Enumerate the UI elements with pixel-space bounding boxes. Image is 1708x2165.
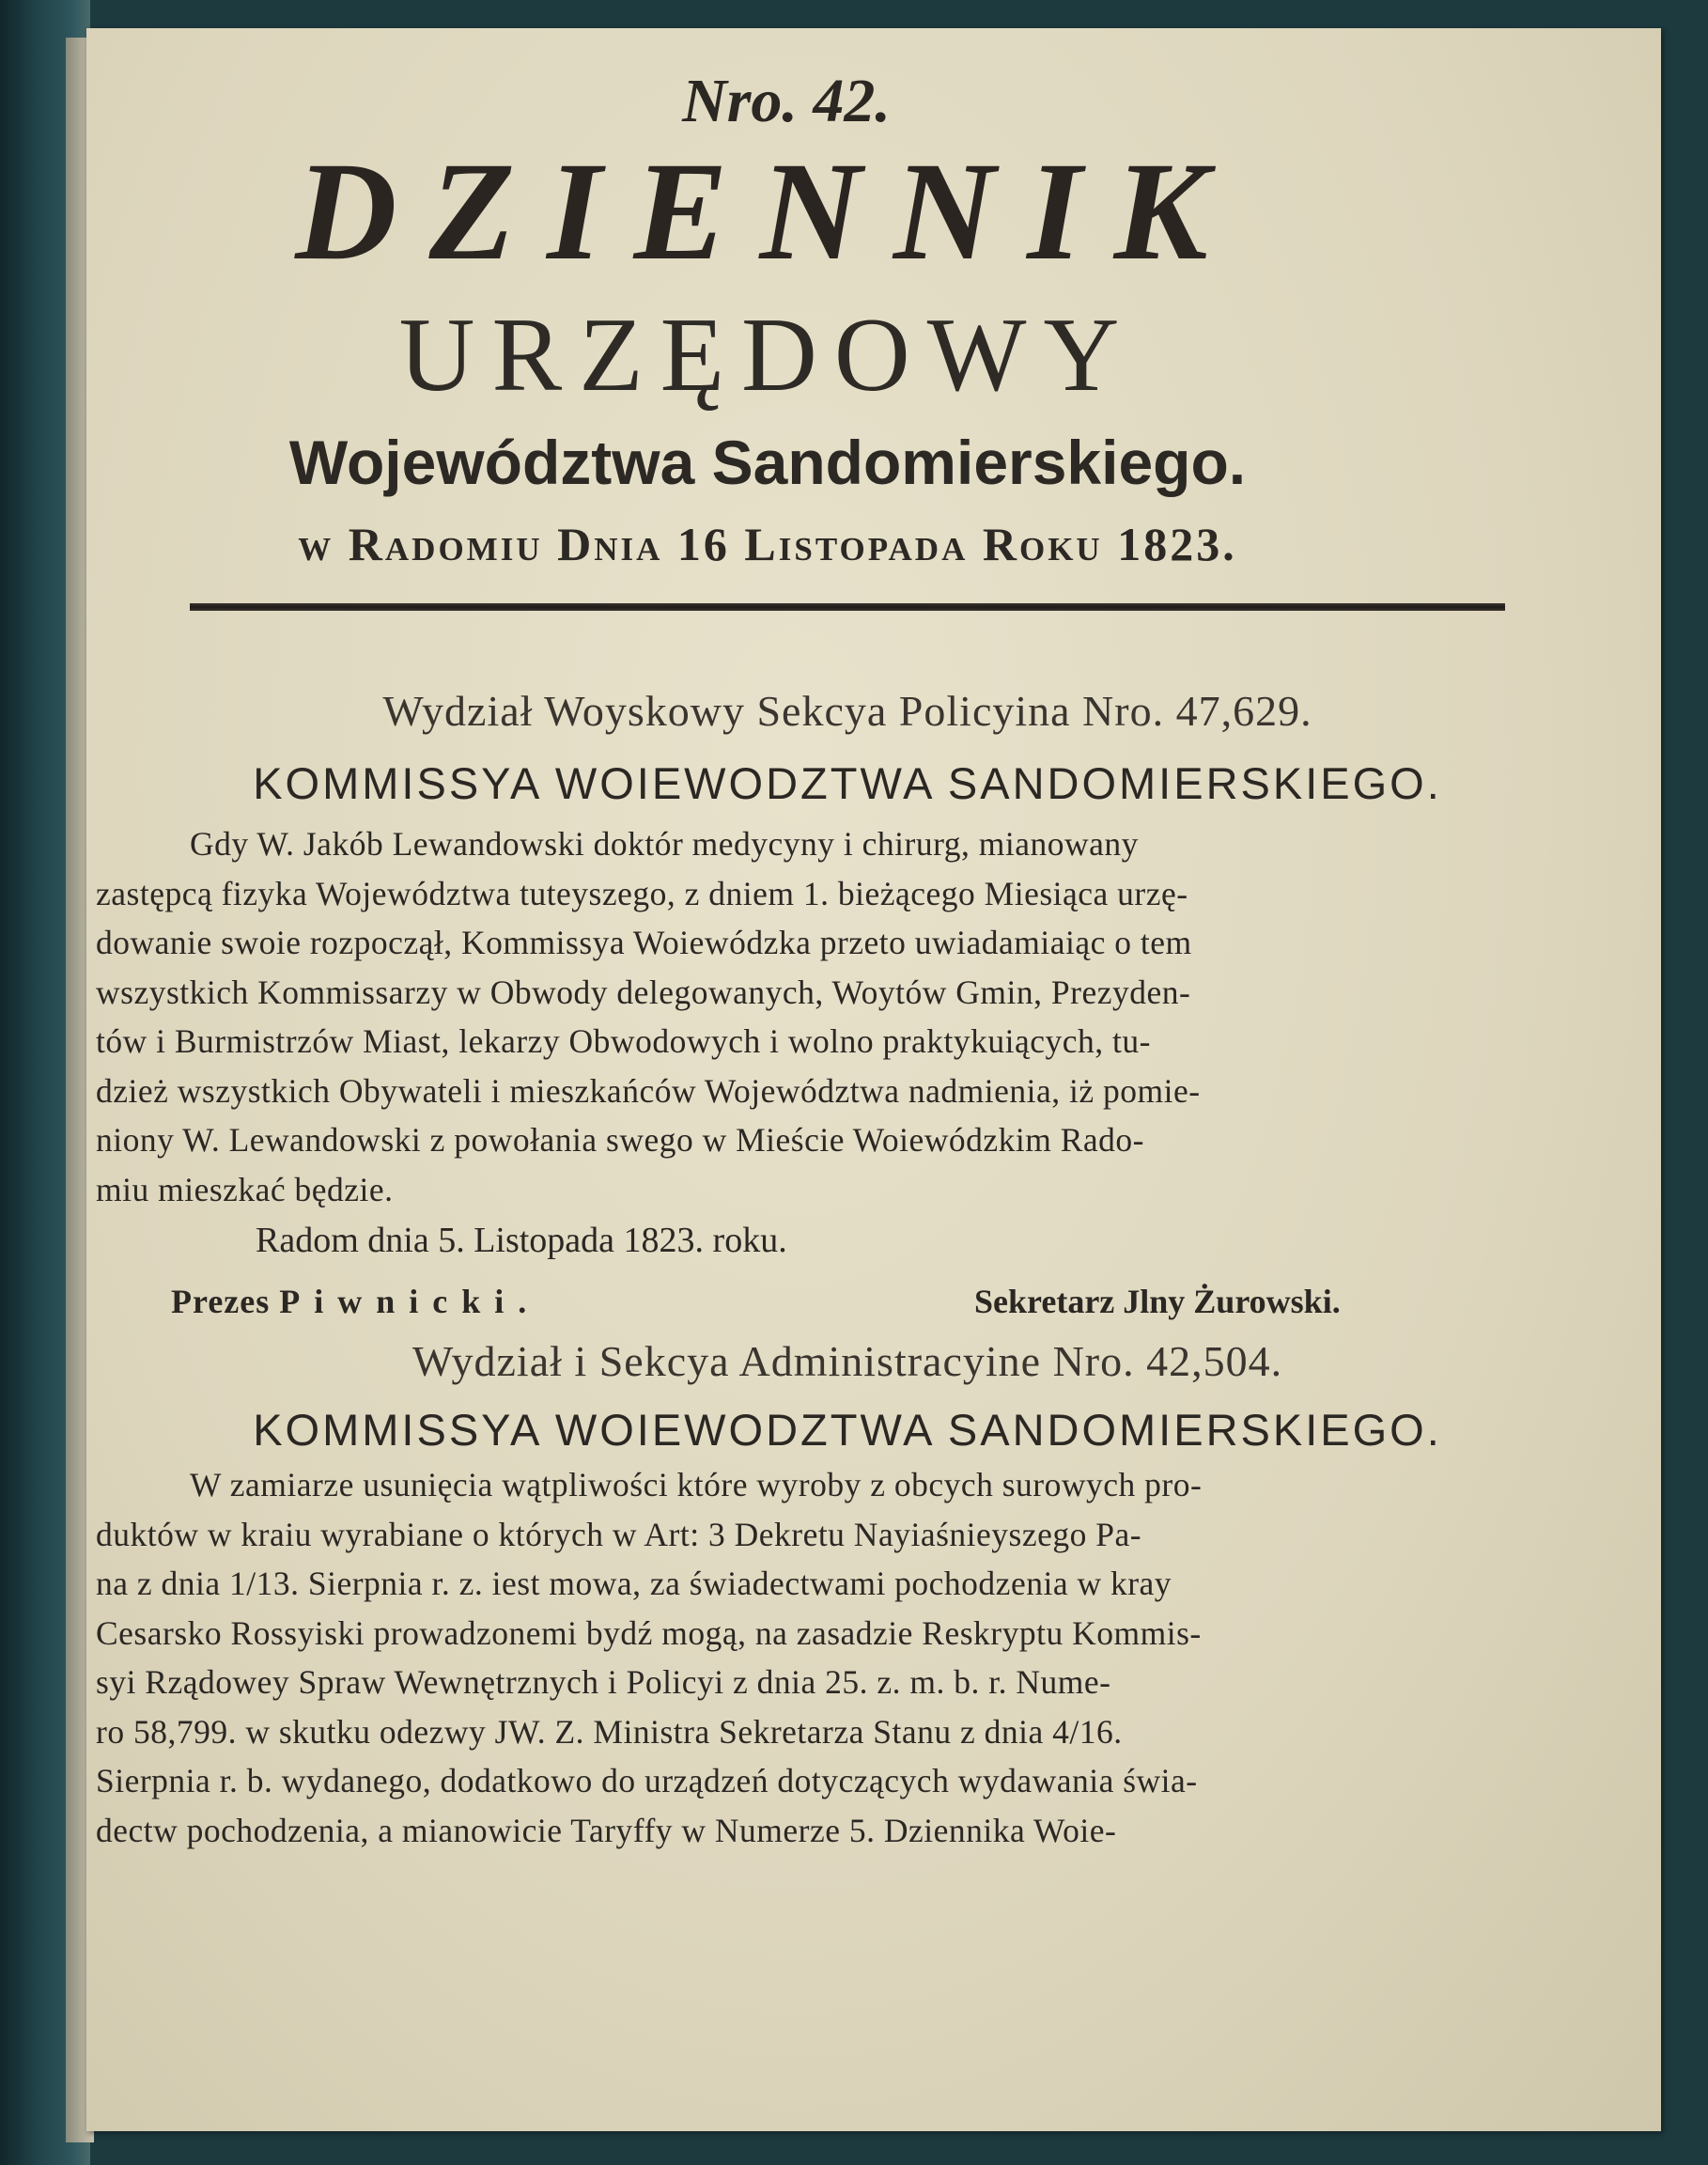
section1-line: wszystkich Kommissarzy w Obwody delegowanych, Woytów Gmin, Prezyden- <box>96 973 1191 1011</box>
president-signature <box>171 1282 540 1321</box>
section1-line: Gdy W. Jakób Lewandowski doktór medycyny i chirurg, mianowany <box>190 825 1139 863</box>
section2-line: Sierpnia r. b. wydanego, dodatkowo do urządzeń dotyczących wydawania świa- <box>96 1762 1198 1799</box>
section1-line: miu mieszkać będzie. <box>96 1170 394 1208</box>
section2-line: duktów w kraiu wyrabiane o których w Art: 3 Dekretu Nayiaśnieyszego Pa- <box>96 1515 1142 1553</box>
section1-department: Wydział Woyskowy Sekcya Policyina Nro. 47,629. <box>382 687 1312 735</box>
secretary-signature: Sekretarz Jlny Żurowski. <box>974 1283 1341 1320</box>
masthead-dateline: w Radomiu Dnia 16 Listopada Roku 1823. <box>298 518 1237 570</box>
masthead-region: Województwa Sandomierskiego. <box>288 428 1247 497</box>
section1-line: niony W. Lewandowski z powołania swego w Mieście Woiewódzkim Rado- <box>96 1121 1144 1159</box>
section2-body <box>96 1460 1543 1855</box>
masthead-rule <box>190 603 1505 611</box>
section1-date: Radom dnia 5. Listopada 1823. roku. <box>256 1221 787 1260</box>
masthead-subtitle: URZĘDOWY <box>398 297 1137 413</box>
page-content <box>86 28 1661 2131</box>
section1-line: dzież wszystkich Obywateli i mieszkańców Województwa nadmienia, iż pomie- <box>96 1071 1201 1110</box>
section2-commission: KOMMISSYA WOIEWODZTWA SANDOMIERSKIEGO. <box>253 1405 1442 1455</box>
section1-line: tów i Burmistrzów Miast, lekarzy Obwodowych i wolno praktykuiących, tu- <box>96 1022 1151 1060</box>
section2-line: syi Rządowey Spraw Wewnętrznych i Policyi z dnia 25. z. m. b. r. Nume- <box>96 1663 1111 1701</box>
section1-commission: KOMMISSYA WOIEWODZTWA SANDOMIERSKIEGO. <box>253 758 1442 808</box>
section1-body <box>96 819 1543 1214</box>
section2-line: na z dnia 1/13. Sierpnia r. z. iest mowa, za świadectwami pochodzenia w kray <box>96 1565 1172 1602</box>
section2-line: dectw pochodzenia, a mianowicie Taryffy w Numerze 5. Dziennika Woie- <box>96 1811 1117 1849</box>
section1-line: zastępcą fizyka Województwa tuteyszego, z dniem 1. bieżącego Miesiąca urzę- <box>96 874 1188 912</box>
section2-line: Cesarsko Rossyiski prowadzonemi bydź mogą, na zasadzie Reskryptu Kommis- <box>96 1613 1202 1652</box>
issue-number: Nro. 42. <box>682 67 891 135</box>
section1-line: dowanie swoie rozpoczął, Kommissya Woiewódzka przeto uwiadamiaiąc o tem <box>96 924 1192 961</box>
newspaper-page <box>86 28 1661 2131</box>
president-label: Prezes <box>171 1283 271 1320</box>
section2-line: W zamiarze usunięcia wątpliwości które wyroby z obcych surowych pro- <box>190 1466 1203 1503</box>
section2-line: ro 58,799. w skutku odezwy JW. Z. Ministra Sekretarza Stanu z dnia 4/16. <box>96 1712 1123 1751</box>
section2-department: Wydział i Sekcya Administracyine Nro. 42,504. <box>411 1337 1283 1385</box>
president-name: Piwnicki. <box>279 1283 541 1320</box>
masthead-title: DZIENNIK <box>295 133 1240 289</box>
